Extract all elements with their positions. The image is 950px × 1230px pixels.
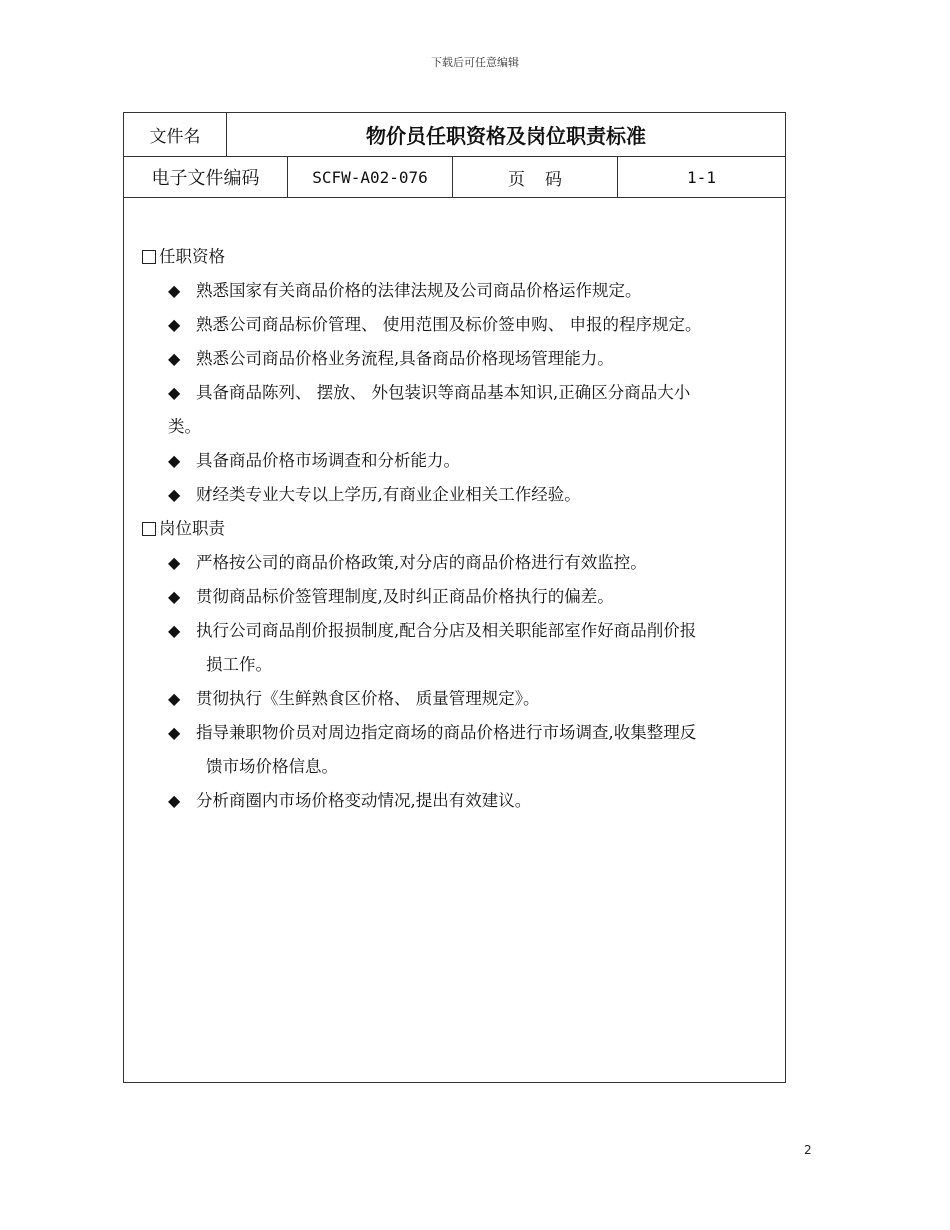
list-item-text: 指导兼职物价员对周边指定商场的商品价格进行市场调查,收集整理反 [196, 723, 697, 742]
list-item [142, 716, 785, 784]
list-item-text: 严格按公司的商品价格政策,对分店的商品价格进行有效监控。 [196, 553, 647, 572]
list-item [142, 478, 785, 512]
diamond-bullet-icon: ◆ [168, 383, 181, 402]
list-item-text: 具备商品陈列、 摆放、 外包装识等商品基本知识,正确区分商品大小 [196, 383, 691, 402]
diamond-bullet-icon: ◆ [168, 553, 181, 572]
diamond-bullet-icon: ◆ [168, 689, 181, 708]
diamond-bullet-icon: ◆ [168, 349, 181, 368]
list-item-text: 贯彻商品标价签管理制度,及时纠正商品价格执行的偏差。 [196, 587, 614, 606]
section-heading-text: 任职资格 [159, 247, 225, 266]
title-row [124, 113, 785, 157]
code-label: 电子文件编码 [124, 157, 288, 197]
document-title: 物价员任职资格及岗位职责标准 [366, 124, 646, 148]
list-item [142, 342, 785, 376]
list-item [142, 444, 785, 478]
code-row [124, 157, 785, 198]
list-item-text: 财经类专业大专以上学历,有商业企业相关工作经验。 [196, 485, 581, 504]
list-item-text: 馈市场价格信息。 [206, 757, 338, 776]
qualifications-list [142, 274, 785, 512]
diamond-bullet-icon: ◆ [168, 791, 181, 810]
list-item [142, 614, 785, 682]
list-item-text: 熟悉国家有关商品价格的法律法规及公司商品价格运作规定。 [196, 281, 642, 300]
checkbox-icon [142, 522, 156, 536]
document-table [123, 112, 786, 1083]
diamond-bullet-icon: ◆ [168, 281, 181, 300]
list-item [142, 784, 785, 818]
list-item [142, 376, 785, 444]
diamond-bullet-icon: ◆ [168, 723, 181, 742]
list-item-text: 损工作。 [206, 655, 272, 674]
diamond-bullet-icon: ◆ [168, 485, 181, 504]
code-value: SCFW-A02-076 [288, 157, 453, 197]
list-item [142, 580, 785, 614]
list-item [142, 682, 785, 716]
section-heading-duties [142, 512, 785, 546]
list-item [142, 308, 785, 342]
list-item-text: 执行公司商品削价报损制度,配合分店及相关职能部室作好商品削价报 [196, 621, 697, 640]
duties-list [142, 546, 785, 818]
list-item-text: 贯彻执行《生鲜熟食区价格、 质量管理规定》。 [196, 689, 540, 708]
header-note: 下载后可任意编辑 [431, 56, 519, 69]
page-value: 1-1 [687, 167, 716, 187]
diamond-bullet-icon: ◆ [168, 451, 181, 470]
page-number: 2 [804, 1143, 812, 1157]
list-item-text: 具备商品价格市场调查和分析能力。 [196, 451, 460, 470]
list-item [142, 546, 785, 580]
section-heading-qualifications [142, 240, 785, 274]
list-item-text: 分析商圈内市场价格变动情况,提出有效建议。 [196, 791, 532, 810]
diamond-bullet-icon: ◆ [168, 315, 181, 334]
diamond-bullet-icon: ◆ [168, 621, 181, 640]
list-item-text: 类。 [168, 417, 201, 436]
document-body [124, 198, 785, 818]
section-heading-text: 岗位职责 [159, 519, 225, 538]
list-item-text: 熟悉公司商品标价管理、 使用范围及标价签申购、 申报的程序规定。 [196, 315, 702, 334]
diamond-bullet-icon: ◆ [168, 587, 181, 606]
page-label: 页码 [453, 157, 618, 197]
list-item-text: 熟悉公司商品价格业务流程,具备商品价格现场管理能力。 [196, 349, 614, 368]
file-name-label: 文件名 [124, 113, 227, 156]
checkbox-icon [142, 250, 156, 264]
list-item [142, 274, 785, 308]
